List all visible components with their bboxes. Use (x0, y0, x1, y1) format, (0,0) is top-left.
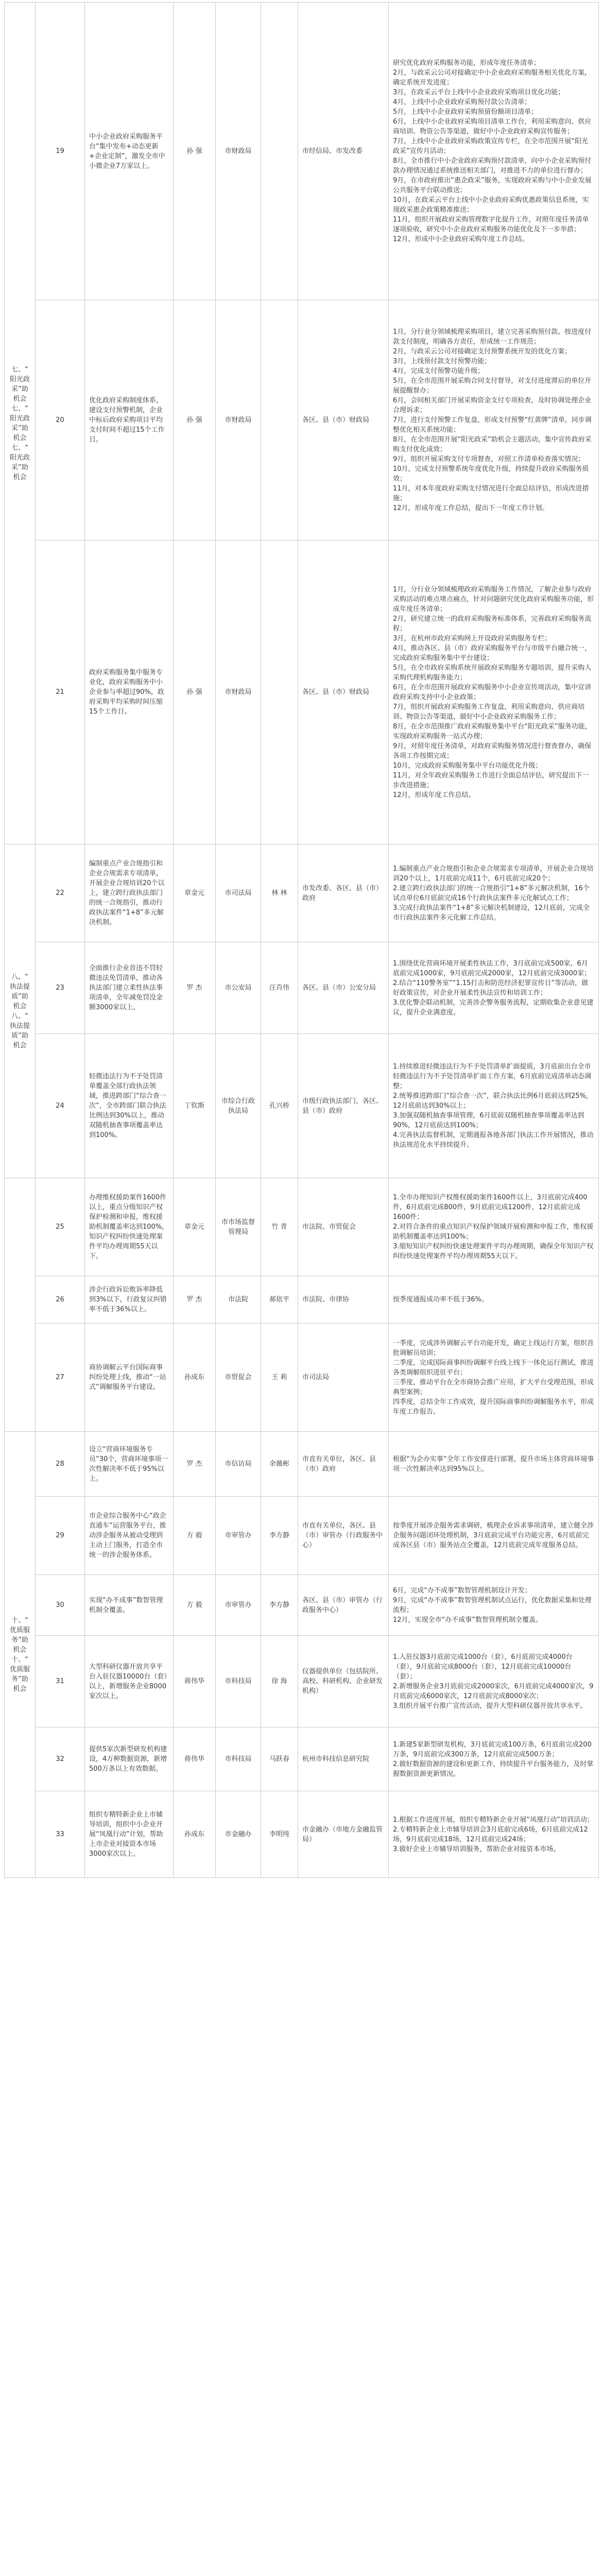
row-number: 21 (36, 540, 85, 844)
plan-line: 2月，与政采云公司对接确定支付预警系统开发的优化方案； (393, 348, 572, 355)
cooperating-unit-cell: 市司法局 (298, 1324, 389, 1432)
plan-line: 5月，上线中小企业政府采购预留份额项目清单； (393, 108, 538, 116)
task-cell: 提供5家次新型研发机构建设，4万种数据资源，新增500万条以上有效数据。 (85, 1727, 174, 1791)
task-cell: 优化政府采购制度体系，建设支付预警机制，企业中标后政府采购项目平均支付时间不超过15个工作日。 (85, 300, 174, 540)
row-number: 30 (36, 1575, 85, 1636)
plan-line: 2月，研究建立统一的政府采购服务标准体系，完善政府采购服务流程； (393, 615, 592, 633)
plan-line: 根据“为企办实事”全年工作安排进行部署，提升市场主体营商环境事项一次性解决率达到95%以上。 (393, 1455, 594, 1473)
task-cell: 中小企业政府采购服务平台“集中发布+动态更新+企业定制”，激发全市中小微企业7万家以上。 (85, 3, 174, 300)
plan-line: 7月，进行支付预警工作复盘，形成支付预警“红黄牌”清单，同步调整优化相关系统功能； (393, 416, 592, 434)
task-cell: 办理维权援助案件1600件以上，重点分级知识产权保护检测和申报，维权援助机制覆盖率达到100%，知识产权纠纷快速处理案件平均办理周期55天以下。 (85, 1178, 174, 1276)
responsible-person-cell: 孔兴桥 (261, 1034, 298, 1178)
table-row (5, 1727, 599, 1791)
category-cell: 七、“阳光政采”助机会 七、“阳光政采”助机会 七、“阳光政采”助机会 (5, 3, 36, 844)
plan-line: 12月，形成年度工作总结，提出下一年度工作计划。 (393, 504, 549, 512)
responsible-person-cell: 王 莉 (261, 1324, 298, 1432)
task-cell: 涉企行政诉讼败诉率降低到3%以下，行政复议纠错率不低于36%以上。 (85, 1276, 174, 1324)
plan-line: 1.入驻仪器3月底前完成1000台（套），6月底前完成4000台（套），9月底前完成8000台（套），12月底前完成10000台（套）； (393, 1653, 573, 1681)
plan-line: 11月，组织开展政府采购管理数字化提升工作，对照年度任务清单逐项验收，研究中小企业政府采购服务功能优化及下一步举措； (393, 216, 589, 233)
plan-line: 研究优化政府采购服务功能，形成年度任务清单； (393, 59, 541, 67)
responsible-person-cell: 汪肖伟 (261, 942, 298, 1034)
table-row (5, 1324, 599, 1432)
responsible-person-cell: 林 林 (261, 844, 298, 942)
row-number: 25 (36, 1178, 85, 1276)
cooperating-unit-cell: 各区、县（市）审管办（行政服务中心） (298, 1575, 389, 1636)
plan-line: 9月，组织开展采购支付专项督查，对照工作清单检查落实情况； (393, 455, 585, 463)
plan-line: 2.对符合条件的重点知识产权保护领域开展检测和申报工作，维权援助机制覆盖率达到100%； (393, 1223, 594, 1241)
responsible-person-cell (261, 3, 298, 300)
plan-line: 11月，对全年政府采购服务工作进行全面总结评估，研究提出下一步改进措施； (393, 771, 589, 789)
table-row (5, 3, 599, 300)
cooperating-unit-cell: 各区、县（市）公安分局 (298, 942, 389, 1034)
lead-unit-cell: 市金融办 (216, 1791, 261, 1878)
lead-unit-cell: 市司法局 (216, 844, 261, 942)
table-row (5, 1636, 599, 1727)
plan-cell (389, 1791, 599, 1878)
lead-unit-cell: 市市场监督管理局 (216, 1178, 261, 1276)
plan-line: 1.持续推进轻微违法行为不予处罚清单扩面提质，3月底前出台全市轻微违法行为不予处罚清单扩面工作方案，6月底前完成清单动态调整； (393, 1063, 592, 1090)
lead-leader-cell: 罗 杰 (174, 1432, 216, 1497)
lead-unit-cell: 市审管办 (216, 1497, 261, 1575)
plan-line: 3.缩短知识产权纠纷快速处理案件平均办理周期，确保全年知识产权纠纷快速处理案件平均办理周期55天以下。 (393, 1243, 594, 1260)
cooperating-unit-cell: 市直有关单位，各区、县（市）审管办（行政服务中心） (298, 1497, 389, 1575)
cooperating-unit-cell: 仪器提供单位（包括院所、高校、科研机构、企业研发机构） (298, 1636, 389, 1727)
lead-leader-cell: 蒋伟华 (174, 1727, 216, 1791)
category-cell (5, 1178, 36, 1432)
task-cell: 组织专精特新企业上市辅导培训，组织中小企业开展“凤凰行动”计划，帮助上市企业对接资本市场3000家次以上。 (85, 1791, 174, 1878)
row-number: 33 (36, 1791, 85, 1878)
lead-unit-cell: 市信访局 (216, 1432, 261, 1497)
lead-leader-cell: 孙成东 (174, 1324, 216, 1432)
plan-cell (389, 1276, 599, 1324)
plan-line: 6月，会同相关部门开展采购资金支付专项检查，及时协调处理企业合理诉求； (393, 397, 592, 414)
plan-line: 2.专精特新企业上市辅导培训会3月底前完成6场，6月底前完成12场，9月底前完成18场，12月底前完成24场； (393, 1825, 588, 1843)
task-table-body (5, 3, 599, 1878)
plan-line: 1.全市办理知识产权维权援助案件1600件以上，3月底前完成400件，6月底前完成800件，9月底前完成1200件，12月底前完成1600件； (393, 1194, 588, 1221)
lead-leader-cell: 方 毅 (174, 1497, 216, 1575)
lead-leader-cell: 孙成东 (174, 1791, 216, 1878)
plan-line: 1.根据工作进度开展，组织专精特新企业开展“凤凰行动”培训活动； (393, 1816, 594, 1824)
lead-leader-cell: 罗 杰 (174, 1276, 216, 1324)
lead-leader-cell: 章金元 (174, 1178, 216, 1276)
plan-line: 4月，推动各区、县（市）政府采购服务平台与市级平台融合统一，完成政府采购服务集中平台建设； (393, 644, 592, 662)
plan-line: 10月，在政采云平台上线中小企业政府采购优惠政策信息系统，实现政采惠企政策精准推送； (393, 196, 589, 214)
plan-line: 6月，上线中小企业政府采购项目清单工作台，利用采购意向、供应商培训、物资公告等渠道，做好中小企业政府采购宣传服务； (393, 118, 592, 135)
task-table (4, 2, 599, 1878)
plan-cell (389, 300, 599, 540)
plan-line: 2月，与政采云公司对接确定中小企业政府采购服务相关优化方案，确定系统开发进度； (393, 69, 592, 87)
plan-line: 按季度通报成功率不低于36%。 (393, 1296, 488, 1303)
plan-line: 2.结合“110警务室”“1.15打击和防范经济犯罪宣传日”等活动，做好政策宣传，对企业开展柔性执法宣传和培训工作； (393, 979, 589, 997)
row-number: 22 (36, 844, 85, 942)
plan-cell (389, 3, 599, 300)
plan-line: 3.做好企业上市辅导培训服务，帮助企业对接资本市场。 (393, 1845, 560, 1853)
lead-unit-cell: 市财政局 (216, 3, 261, 300)
plan-cell (389, 1575, 599, 1636)
plan-cell (389, 1324, 599, 1432)
row-number: 24 (36, 1034, 85, 1178)
plan-cell (389, 1432, 599, 1497)
plan-line: 三季度，推动平台在全市商协会推广应用，扩大平台受理范围，形成典型案例； (393, 1378, 594, 1396)
responsible-person-cell: 余薇彬 (261, 1432, 298, 1497)
plan-line: 5月，在全市范围开展采购合同支付督导，对支付进度滞后的单位开展提醒督办； (393, 377, 592, 395)
lead-unit-cell: 市审管办 (216, 1575, 261, 1636)
table-row (5, 1276, 599, 1324)
plan-line: 4月，完成支付预警功能升级； (393, 367, 485, 375)
task-cell: 商协调解云平台国际商事纠纷处理上线，推动“一站式”调解服务平台建设。 (85, 1324, 174, 1432)
row-number: 27 (36, 1324, 85, 1432)
row-number: 31 (36, 1636, 85, 1727)
lead-leader-cell: 蒋伟华 (174, 1636, 216, 1727)
lead-unit-cell: 市财政局 (216, 540, 261, 844)
lead-unit-cell: 市科技局 (216, 1636, 261, 1727)
lead-leader-cell: 孙 强 (174, 3, 216, 300)
table-row (5, 1575, 599, 1636)
category-cell: 八、“执法提质”助机会 八、“执法提质”助机会 (5, 844, 36, 1178)
plan-line: 1月，分行业分领域梳理采购项目，建立完善采购预付款、按进度付款支付制度，明确各方责任，形成统一工作规范； (393, 328, 592, 346)
plan-line: 3月，在政采云平台上线中小企业政府采购项目优化功能； (393, 89, 565, 96)
row-number: 23 (36, 942, 85, 1034)
plan-line: 四季度，总结全年工作成效，提升国际商事纠纷调解服务水平，形成年度工作报告。 (393, 1398, 594, 1416)
cooperating-unit-cell: 市级行政执法部门，各区、县（市）政府 (298, 1034, 389, 1178)
plan-line: 2.做好数据资源的建设和更新工作，持续提升平台服务能力，及时掌握数据资源更新情况。 (393, 1760, 594, 1778)
cooperating-unit-cell: 市法院、市贸促会 (298, 1178, 389, 1276)
plan-line: 7月，上线中小企业政府采购政策宣传专栏，在全市范围开展“阳光政采”宣传月活动； (393, 138, 589, 155)
responsible-person-cell: 李方静 (261, 1497, 298, 1575)
plan-line: 3.完成行政执法案件“1+8”多元解决机制建设，12月底前，完成全市行政执法案件多元化解工作总结。 (393, 904, 590, 922)
plan-cell (389, 1034, 599, 1178)
plan-line: 2.统筹推进跨部门“综合查一次”，联合执法比例6月底前达到25%，12月底前达到30%以上； (393, 1092, 593, 1110)
row-number: 28 (36, 1432, 85, 1497)
cooperating-unit-cell: 市直有关单位，各区、县（市）政府 (298, 1432, 389, 1497)
plan-line: 4.完善执法监督机制，定期通报各地各部门执法工作开展情况，推动执法规范化水平持续提升。 (393, 1131, 594, 1149)
plan-line: 6月，在全市范围开展政府采购服务中小企业宣传周活动，集中宣讲政府采购支持中小企业政策； (393, 683, 592, 701)
task-cell: 大型科研仪器开放共享平台入驻仪器10000台（套）以上，新增服务企业8000家次以上。 (85, 1636, 174, 1727)
plan-line: 3.加强双随机抽查事项管理，6月底前双随机抽查事项覆盖率达到90%，12月底前达到100%； (393, 1112, 584, 1129)
lead-unit-cell: 市财政局 (216, 300, 261, 540)
cooperating-unit-cell: 市金融办（市地方金融监管局） (298, 1791, 389, 1878)
table-row (5, 300, 599, 540)
responsible-person-cell (261, 540, 298, 844)
plan-line: 3.优化警企联动机制，完善涉企警务服务流程，定期收集企业意见建议，提升企业满意度。 (393, 998, 594, 1016)
lead-unit-cell: 市贸促会 (216, 1324, 261, 1432)
task-cell: 轻微违法行为不予处罚清单覆盖全部行政执法领域，推进跨部门“综合查一次”，全市跨部门联合执法比例达到30%以上，推动双随机抽查事项覆盖率达到100%。 (85, 1034, 174, 1178)
plan-cell (389, 844, 599, 942)
row-number: 26 (36, 1276, 85, 1324)
plan-cell (389, 1636, 599, 1727)
plan-line: 3月，在杭州市政府采购网上开设政府采购服务专栏； (393, 634, 552, 642)
task-cell: 全面推行企业首违不罚轻微违法免罚清单，推动各执法部门建立柔性执法事项清单，全年减免罚没金额3000家以上。 (85, 942, 174, 1034)
row-number: 19 (36, 3, 85, 300)
cooperating-unit-cell: 市发改委、各区、县（市）政府 (298, 844, 389, 942)
plan-line: 9月，完成“办不成事”数智管理机制试点运行，优化数据采集和处理流程； (393, 1596, 592, 1614)
plan-line: 1.围绕优化营商环境开展柔性执法工作，3月底前完成500家，6月底前完成1000家，9月底前完成2000家，12月底前完成3000家； (393, 959, 591, 977)
cooperating-unit-cell: 各区、县（市）财政局 (298, 300, 389, 540)
task-cell: 编制重点产业合规指引和企业合规需求专项清单，开展企业合规培训20个以上，建立跨行政执法部门的统一合规指引，推动行政执法案件“1+8”多元解决机制。 (85, 844, 174, 942)
plan-line: 1.编制重点产业合规指引和企业合规需求专项清单，开展企业合规培训20个以上，1月底前完成11个，6月底前完成20个； (393, 865, 594, 883)
row-number: 32 (36, 1727, 85, 1791)
task-cell: 市企业综合服务中心“政企直通车”运营服务平台，推动涉企服务从被动受理到主动上门服务，打造全市统一的涉企服务体系。 (85, 1497, 174, 1575)
task-cell: 设立“营商环境服务专员”30个，营商环境事项一次性解决率不低于95%以上。 (85, 1432, 174, 1497)
responsible-person-cell: 郝依平 (261, 1276, 298, 1324)
plan-line: 2.新增服务企业3月底前完成2000家次，6月底前完成4000家次，9月底前完成6000家次，12月底前完成8000家次； (393, 1682, 594, 1700)
plan-line: 9月，在市政府推出“惠企政采”服务，实现政府采购与中小企业发展公共服务平台联动推送； (393, 177, 592, 194)
plan-line: 一季度，完成涉外调解云平台功能开发，确定上线运行方案，组织首批调解员培训； (393, 1339, 594, 1357)
plan-line: 1.新建5家新型研发机构，3月底前完成100万条，6月底前完成200万条，9月底前完成300万条，12月底前完成500万条； (393, 1740, 592, 1758)
table-row (5, 1432, 599, 1497)
row-number: 20 (36, 300, 85, 540)
plan-cell (389, 1727, 599, 1791)
responsible-person-cell: 李方静 (261, 1575, 298, 1636)
cooperating-unit-cell: 各区、县（市）财政局 (298, 540, 389, 844)
plan-line: 9月，对照年度任务清单，对政府采购服务情况进行督查督办，确保各项工作按期完成； (393, 742, 592, 760)
table-row (5, 540, 599, 844)
plan-line: 10月，完成政府采购服务集中平台功能优化升级； (393, 761, 542, 770)
task-cell: 实现“办不成事”数智管理机制全覆盖。 (85, 1575, 174, 1636)
category-cell: 十、“优质服务”助机会 十、“优质服务”助机会 (5, 1432, 36, 1878)
cooperating-unit-cell: 市法院、市律协 (298, 1276, 389, 1324)
table-row (5, 1178, 599, 1276)
plan-line: 3.组织开展平台推广宣传活动，提升大型科研仪器开放共享水平。 (393, 1702, 587, 1710)
responsible-person-cell: 李明纯 (261, 1791, 298, 1878)
lead-leader-cell: 孙 强 (174, 540, 216, 844)
plan-line: 12月，形成中小企业政府采购年度工作总结。 (393, 235, 529, 243)
lead-leader-cell: 章金元 (174, 844, 216, 942)
plan-cell (389, 1497, 599, 1575)
responsible-person-cell: 竹 青 (261, 1178, 298, 1276)
table-row (5, 942, 599, 1034)
plan-line: 12月，形成年度工作总结。 (393, 791, 475, 799)
plan-line: 11月，对本年度政府采购支付情况进行全面总结评估，形成改进措施； (393, 485, 589, 502)
plan-line: 10月，完成支付预警系统年度优化升级，持续提升政府采购服务质效； (393, 465, 589, 483)
lead-leader-cell: 罗 杰 (174, 942, 216, 1034)
responsible-person-cell (261, 300, 298, 540)
lead-unit-cell: 市公安局 (216, 942, 261, 1034)
plan-cell (389, 1178, 599, 1276)
lead-leader-cell: 丁钦斯 (174, 1034, 216, 1178)
plan-line: 7月，组织开展政府采购服务工作复盘，利用采购意向、供应商培训、物资公告等渠道，做好中小企业政府采购服务工作； (393, 703, 585, 721)
plan-cell (389, 942, 599, 1034)
responsible-person-cell: 马跃春 (261, 1727, 298, 1791)
lead-leader-cell: 孙 强 (174, 300, 216, 540)
plan-line: 5月，在全市政府采购系统开展政府采购服务专题培训，提升采购人采购代理机构服务能力； (393, 664, 592, 682)
table-row (5, 1497, 599, 1575)
cooperating-unit-cell: 市经信局、市发改委 (298, 3, 389, 300)
lead-unit-cell: 市科技局 (216, 1727, 261, 1791)
table-row (5, 844, 599, 942)
plan-line: 2.建立跨行政执法部门的统一合规指引“1+8”多元解决机制，16个试点单位6月底前完成16个行政执法案件多元化解试点工作； (393, 884, 590, 902)
plan-line: 1月，分行业分领域梳理政府采购服务工作情况，了解企业参与政府采购活动的难点堵点痛点，针对问题研究优化政府采购服务功能，形成年度任务清单； (393, 585, 594, 613)
cooperating-unit-cell: 杭州市科技信息研究院 (298, 1727, 389, 1791)
task-cell: 政府采购服务集中服务专业化，政府采购服务中小企业参与率超过90%，政府采购平均采购时间压缩15个工作日。 (85, 540, 174, 844)
plan-line: 按季度开展涉企服务需求调研，梳理企业诉求事项清单，建立健全涉企服务问题闭环处理机制，3月底前完成平台功能完善，6月底前完成各区县（市）服务站点全覆盖，12月底前完成年度服务总结。 (393, 1522, 594, 1549)
plan-line: 3月，上线预付款支付预警功能； (393, 358, 491, 365)
plan-cell (389, 540, 599, 844)
plan-line: 8月，在全市范围开展“阳光政采”助机会主题活动，集中宣传政府采购支付优化成效； (393, 436, 592, 453)
plan-line: 8月，全市推行中小企业政府采购预付款清单，向中小企业采购预付款办理情况通过系统推送相关部门，对推进不力的单位进行督办； (393, 157, 592, 175)
plan-line: 12月，实现全市“办不成事”数智管理机制全覆盖。 (393, 1616, 543, 1624)
plan-line: 二季度，完成国际商事纠纷调解平台线上线下一体化运行测试，推进各类调解组织进驻平台； (393, 1359, 594, 1377)
lead-unit-cell: 市法院 (216, 1276, 261, 1324)
row-number: 29 (36, 1497, 85, 1575)
lead-leader-cell: 方 毅 (174, 1575, 216, 1636)
lead-unit-cell: 市综合行政执法局 (216, 1034, 261, 1178)
plan-line: 4月，上线中小企业政府采购预付款公告清单； (393, 98, 531, 106)
table-row (5, 1791, 599, 1878)
responsible-person-cell: 徐 海 (261, 1636, 298, 1727)
plan-line: 6月，完成“办不成事”数智管理机制设计开发； (393, 1586, 531, 1595)
table-row (5, 1034, 599, 1178)
plan-line: 8月，在全市范围推广政府采购服务集中平台“阳光政采”服务功能，实现政府采购服务一站式办理； (393, 722, 592, 740)
